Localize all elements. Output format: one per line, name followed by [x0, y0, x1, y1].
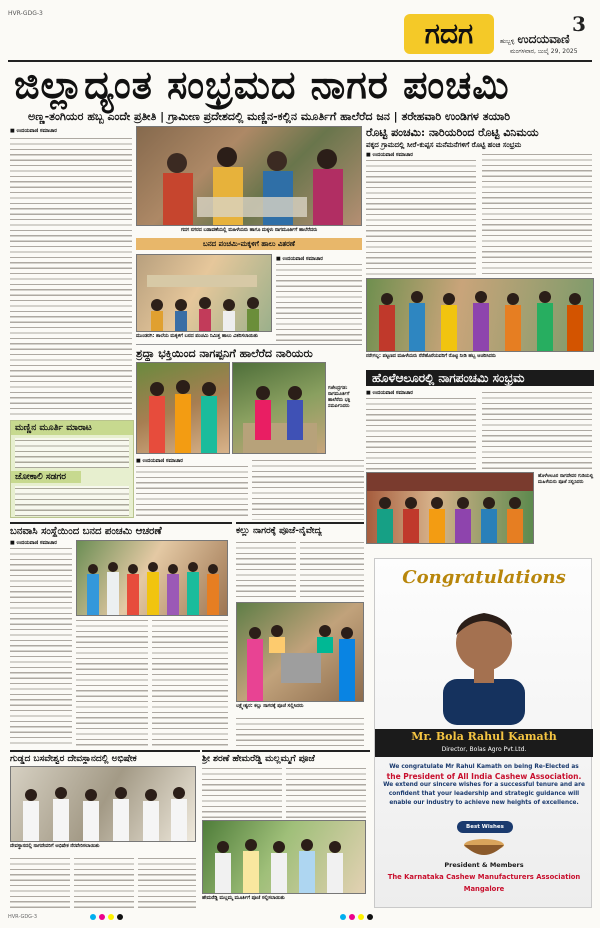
sharade-text-col2 — [286, 766, 366, 818]
cashew-bowl-icon — [461, 835, 507, 859]
shraddha-heading: ಶ್ರದ್ಧಾ ಭಕ್ತಿಯಿಂದ ನಾಗಪ್ಪನಿಗೆ ಹಾಲೆರೆದ ನಾರಿಯರು — [136, 344, 362, 361]
yellow-mark — [108, 914, 114, 920]
banada-story-text — [276, 262, 362, 342]
tan-bar-heading: ಬನದ ಪಂಚಮಿ-ಮಕ್ಕಳಿಗೆ ಹಾಲು ವಿತರಣೆ — [136, 238, 362, 250]
newspaper-name — [500, 32, 570, 47]
school-photo — [136, 254, 272, 332]
main-story-text — [10, 136, 132, 416]
banavasi-text-col2 — [76, 618, 148, 746]
kallu-photo — [236, 602, 364, 702]
sharade-text-col1 — [202, 766, 282, 818]
hole-photo-figures — [367, 473, 534, 544]
registration-marks-right — [340, 914, 373, 920]
page-number: 3 — [572, 12, 586, 36]
magenta-mark-2 — [349, 914, 355, 920]
kallu-text-col2 — [300, 540, 364, 600]
footer-code: HVR-GDG-3 — [8, 914, 38, 920]
sharade-heading: ಶ್ರೀ ಶರಣೆ ಹೇಮರೆಡ್ಡಿ ಮಲ್ಲಮ್ಮಗೆ ಪೂಜೆ — [202, 750, 370, 764]
ad-from-3: Mangalore — [463, 885, 505, 893]
portrait-photo — [419, 595, 549, 725]
issue-date: ಮಂಗಳವಾರ, ಜುಲೈ 29, 2025 — [510, 48, 578, 55]
byline-4: ■ ಉದಯವಾಣಿ ಸಮಾಚಾರ — [136, 458, 183, 464]
jokali-text — [15, 486, 129, 516]
school-photo-figures — [137, 255, 272, 332]
byline: ■ ಉದಯವಾಣಿ ಸಮಾಚಾರ — [10, 128, 57, 134]
kallu-caption: ಲಕ್ಷ್ಮೇಶ್ವರ: ಕಲ್ಲು ನಾಗರಕ್ಕೆ ಪೂಜೆ ಸಲ್ಲಿಸಿದರು — [236, 704, 304, 709]
ad-person-role: Director, Bolas Agro Pvt.Ltd. — [441, 746, 527, 753]
main-headline: ಜಿಲ್ಲಾದ್ಯಂತ ಸಂಭ್ರಮದ ನಾಗರ ಪಂಚಮಿ — [14, 62, 510, 107]
banavasi-photo-figures — [77, 541, 228, 616]
registration-marks-left — [90, 914, 123, 920]
sharade-photo — [202, 820, 366, 894]
rotti-photo — [366, 278, 594, 352]
newspaper-title: ಉದಯವಾಣಿ — [517, 32, 570, 46]
gudda-text-col1 — [10, 856, 70, 908]
sharade-caption: ಹೇಮರೆಡ್ಡಿ ಮಲ್ಲಮ್ಮ ಮೂರ್ತಿಗೆ ಪೂಜೆ ಸಲ್ಲಿಸಲಾಯಿತು — [202, 896, 285, 901]
rotti-caption: ನರೇಗಲ್ಲ: ಪಟ್ಟಣದ ಮಹಿಳೆಯರು ನೆರೆಹೊರೆಯವರಿಗೆ ರೊಟ್ಟಿ ನೀಡಿ ಹಬ್ಬ ಆಚರಿಸಿದರು — [366, 354, 496, 359]
hole-heading: ಹೊಳೆಆಲೂರಲ್ಲಿ ನಾಗಪಂಚಮಿ ಸಂಭ್ರಮ — [366, 370, 594, 386]
congratulations-ad — [374, 558, 592, 908]
rotti-photo-figures — [367, 279, 594, 352]
ad-title-text: Congratulations — [402, 567, 566, 588]
newspaper-edition: ಹುಬ್ಬಳ್ಳಿ — [500, 38, 515, 45]
cyan-mark-2 — [340, 914, 346, 920]
byline-3: ■ ಉದಯವಾಣಿ ಸಮಾಚಾರ — [366, 152, 413, 158]
shraddha-photo-2 — [232, 362, 326, 454]
page-code: HVR-GDG-3 — [8, 10, 43, 17]
banavasi-text-col3 — [152, 618, 228, 746]
shraddha-side-caption: ಗಜೇಂದ್ರಗಡ: ನಾಗಮೂರ್ತಿಗೆ ಹಾಲೆರೆದು ಭಕ್ತಿ ಸಮರ್ಪಿಸಿದರು — [328, 386, 351, 409]
rotti-text-col1 — [366, 158, 476, 276]
manni-text — [15, 438, 129, 468]
yellow-mark-2 — [358, 914, 364, 920]
ad-name-bar — [375, 729, 593, 757]
byline-5: ■ ಉದಯವಾಣಿ ಸಮಾಚಾರ — [366, 390, 413, 396]
ad-message — [381, 763, 587, 808]
gudda-heading: ಗುಡ್ಡದ ಬಸವೇಶ್ವರ ದೇವಸ್ಥಾನದಲ್ಲಿ ಅಭಿಷೇಕ — [10, 750, 200, 764]
ad-from-2: The Karnataka Cashew Manufacturers Association — [387, 873, 581, 881]
hole-side-caption: ಹೊಳೆಆಲೂರ ನಾಗದೇವರ ಗುಡಿಯಲ್ಲಿ ಮಹಿಳೆಯರು ಪೂಜೆ ಸಲ್ಲಿಸಿದರು — [538, 474, 594, 485]
ad-message-line-4: confident that your leadership and strategic guidance will — [388, 791, 580, 797]
rotti-text-col2 — [482, 152, 592, 276]
ad-best-wishes-badge: Best Wishes — [457, 821, 513, 833]
main-subhead: ಅಣ್ಣ-ತಂಗಿಯರ ಹಬ್ಬ ಎಂದೇ ಪ್ರತೀತಿ | ಗ್ರಾಮೀಣ ಪ್ರದೇಶದಲ್ಲಿ ಮಣ್ಣಿನ-ಕಲ್ಲಿನ ಮೂರ್ತಿಗೆ ಹಾಲೆರೆದ ಜನ | ತರೇಹವಾರಿ ಉಂಡಿಗಳ ತಯಾರಿ — [28, 110, 511, 123]
kallu-text-bottom — [236, 716, 364, 746]
kallu-heading: ಕಲ್ಲು ನಾಗರಕ್ಕೆ ಪೂಜೆ-ನೈವೇದ್ಯ — [236, 522, 364, 536]
banavasi-text-col1 — [10, 546, 72, 746]
cyan-mark — [90, 914, 96, 920]
ad-message-line-2: the President of All India Cashew Association. — [386, 772, 582, 781]
school-photo-caption: ಮುಂಡರಗಿ: ಶಾಲೆಯ ಮಕ್ಕಳಿಗೆ ಬನದ ಪಂಚಮಿ ನಿಮಿತ್ತ ಹಾಲು ವಿತರಿಸಲಾಯಿತು — [136, 334, 258, 339]
magenta-mark — [99, 914, 105, 920]
shraddha-text-col2 — [252, 458, 364, 520]
ad-message-line-3: We extend our sincere wishes for a successful tenure and are — [383, 782, 585, 788]
hole-text-col2 — [482, 390, 592, 470]
shraddha-text-col1 — [136, 464, 248, 520]
hole-text-col1 — [366, 396, 476, 470]
main-photo-figures — [137, 127, 362, 226]
gudda-text-col2 — [74, 856, 134, 908]
byline-2: ■ ಉದಯವಾಣಿ ಸಮಾಚಾರ — [276, 256, 323, 262]
black-mark — [117, 914, 123, 920]
gudda-photo-figures — [11, 767, 196, 842]
kallu-photo-figures — [237, 603, 364, 702]
gudda-caption: ದೇವಸ್ಥಾನದಲ್ಲಿ ನಾಗದೇವರಿಗೆ ಅಭಿಷೇಕ ನೆರವೇರಿಸಲಾಯಿತು — [10, 844, 100, 849]
banavasi-photo — [76, 540, 228, 616]
main-photo-caption: ಗದಗ ನಗರದ ಬಡಾವಣೆಯಲ್ಲಿ ಮಹಿಳೆಯರು ಹಾಗೂ ಮಕ್ಕಳು ನಾಗಮೂರ್ತಿಗೆ ಹಾಲೆರೆದರು — [180, 228, 318, 233]
ad-message-line-5: enable our industry to achieve new heights of excellence. — [389, 800, 579, 806]
main-photo — [136, 126, 362, 226]
ad-message-line-1: We congratulate Mr Rahul Kamath on being Re-Elected as — [389, 764, 579, 770]
hole-photo — [366, 472, 534, 544]
gudda-text-col3 — [138, 856, 196, 908]
gudda-photo — [10, 766, 196, 842]
manni-heading: ಮಣ್ಣಿನ ಮೂರ್ತಿ ಮಾರಾಟ — [11, 421, 133, 435]
ad-title — [375, 567, 593, 588]
jokali-heading: ಜೋಕಾಲಿ ಸಡಗರ — [11, 471, 81, 483]
shraddha-photo-1-figures — [137, 363, 230, 454]
shraddha-photo-1 — [136, 362, 230, 454]
section-label: ಗದಗ — [404, 14, 494, 54]
rotti-heading: ರೊಟ್ಟಿ ಪಂಚಮಿ: ನಾರಿಯರಿಂದ ರೊಟ್ಟಿ ವಿನಿಮಯ — [366, 126, 539, 139]
manni-box — [10, 420, 134, 518]
kallu-text-col1 — [236, 540, 296, 600]
byline-6: ■ ಉದಯವಾಣಿ ಸಮಾಚಾರ — [10, 540, 57, 546]
sharade-photo-figures — [203, 821, 366, 894]
ad-person-name: Mr. Bola Rahul Kamath — [411, 730, 557, 743]
ad-from-1: President & Members — [444, 861, 524, 869]
black-mark-2 — [367, 914, 373, 920]
rotti-subheading: ಪಕ್ಕದ ಗ್ರಾಮದಲ್ಲಿ ಸೀರೆ-ಕುಪ್ಪಸ ಮನೆಮನೆಗಳಿಗೆ ರೊಟ್ಟಿ ಹಂಚಿ ಸಂಭ್ರಮ — [366, 140, 522, 149]
shraddha-photo-2-figures — [233, 363, 326, 454]
banavasi-heading: ಬನವಾಸಿ ಸಂಸ್ಥೆಯಿಂದ ಬನದ ಪಂಚಮಿ ಆಚರಣೆ — [10, 522, 232, 537]
